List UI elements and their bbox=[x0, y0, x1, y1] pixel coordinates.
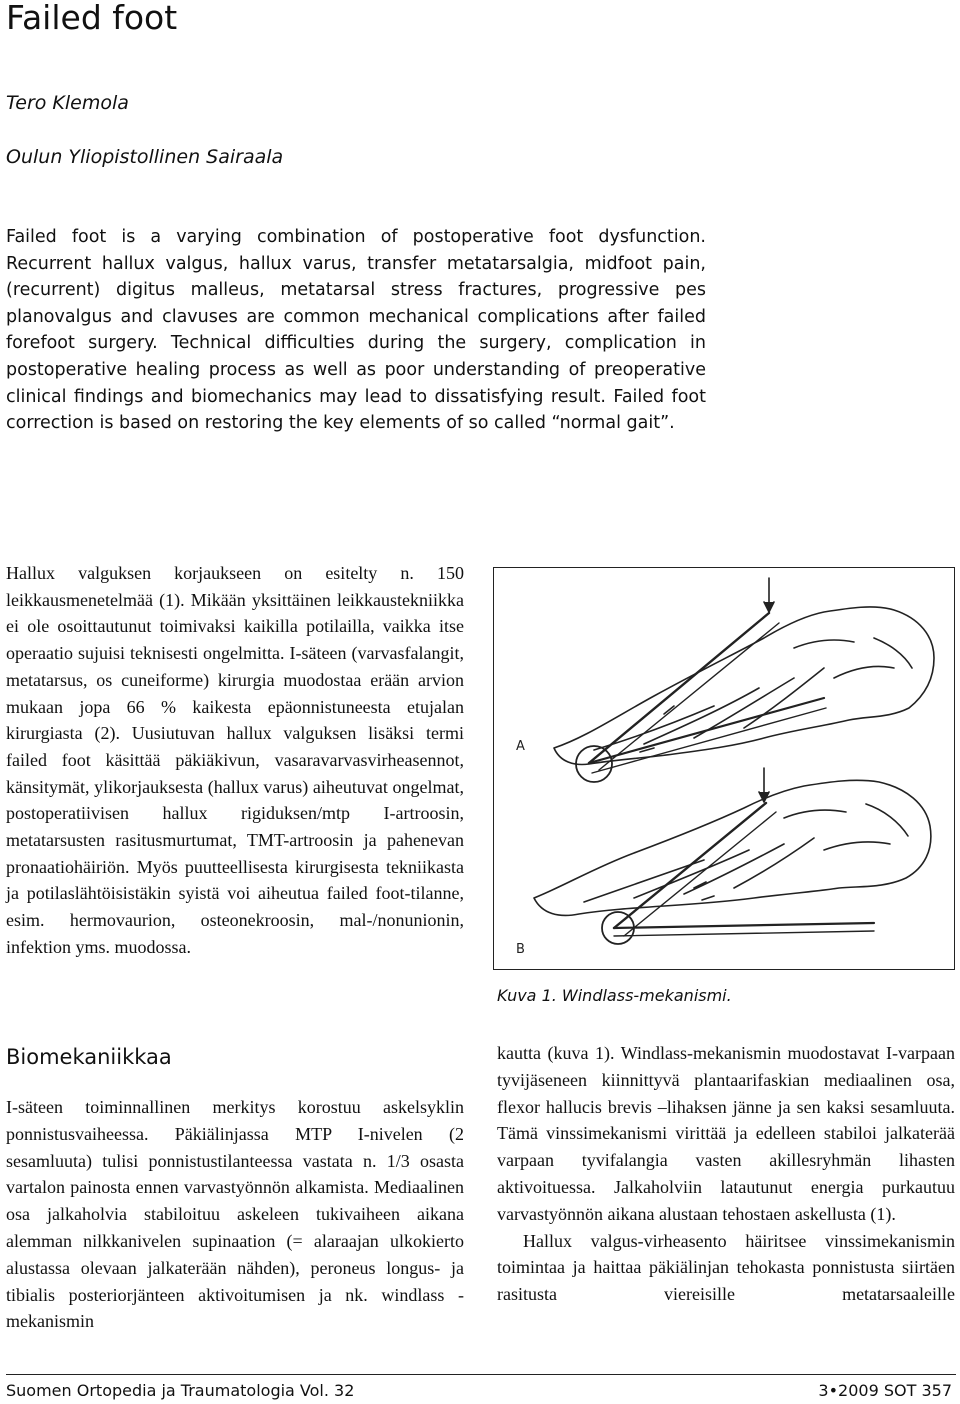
section-paragraph: I-säteen toiminnallinen merkitys korostuu askelsyklin ponnistusvaiheessa. Päkiälinjassa MTP I-nivelen (2 sesamluuta) tulisi ponnistustilanteessa vastata n. 1/3 osasta vartalon painosta ennen varvastyönnön alkamista. Mediaalinen osa jalkaholvia stabiloituu askeleen tukivaiheen aikana alemman nilkkanivelen supinaation (= alaraajan ulkokierto alustassa olevaan jalkaterään nähden), peroneus longus- ja tibialis posteriorjänteen aktivoitumisen ja nk. windlass -mekanismin bbox=[6, 1097, 464, 1332]
left-column bbox=[6, 560, 464, 961]
figure-windlass bbox=[493, 567, 955, 970]
plantar-fascia-b bbox=[614, 923, 874, 928]
right-column bbox=[497, 1040, 955, 1308]
figure-label-a: A bbox=[516, 739, 525, 754]
plantar-fascia-a bbox=[589, 698, 824, 763]
figure-label-b: B bbox=[516, 942, 525, 957]
article-title: Failed foot bbox=[6, 0, 178, 37]
author-name: Tero Klemola bbox=[6, 92, 129, 114]
windlass-illustration bbox=[494, 568, 954, 969]
abstract bbox=[6, 224, 706, 437]
foot-outline-a bbox=[554, 607, 934, 765]
tension-line-a bbox=[589, 613, 769, 763]
footer-journal: Suomen Ortopedia ja Traumatologia Vol. 32 bbox=[6, 1381, 355, 1400]
figure-caption: Kuva 1. Windlass-mekanismi. bbox=[497, 986, 732, 1005]
abstract-text: Failed foot is a varying combination of postoperative foot dysfunction. Recurrent hallux valgus, hallux varus, transfer metatarsalgia, midfoot pain, (recurrent) digitus malleus, metatarsal stress fractures, progressive pes planovalgus and clavuses are common mechanical complications after failed forefoot surgery. Technical difficulties during the surgery, complication in postoperative healing process as well as poor understanding of preoperative clinical findings and biomechanics may lead to dissatisfying result. Failed foot correction is based on restoring the key elements of so called “normal gait”. bbox=[6, 227, 706, 434]
footer-issue-page: 3•2009 SOT 357 bbox=[818, 1381, 952, 1400]
section-body bbox=[6, 1094, 464, 1335]
author-affiliation: Oulun Yliopistollinen Sairaala bbox=[6, 146, 284, 168]
right-column-paragraph-1: kautta (kuva 1). Windlass-mekanismin muodostavat I-varpaan tyvijäseneen kiinnittyvä plantaarifaskian mediaalinen osa, flexor hallucis brevis –lihaksen jänne ja sen kaksi sesamluuta. Tämä vinssimekanismi virittää ja edelleen stabiloi jalkaterää varpaan tyvifalangia vasten akillesryhmän lihasten aktivoituessa. Jalkaholviin latautunut energia purkautuu varvastyönnön aikana alustaan tehostaen askellusta (1). bbox=[497, 1043, 955, 1224]
footer-divider bbox=[6, 1374, 956, 1375]
left-column-paragraph: Hallux valguksen korjaukseen on esitelty n. 150 leikkausmenetelmää (1). Mikään yksittäinen leikkaustekniikka ei ole osoittautunut toimivaksi kaikilla potilailla, vaikka itse operaatio sujuisi teknisesti ongelmitta. I-säteen (varvasfalangit, metatarsus, os cuneiforme) kirurgia muodostaa erään arvion mukaan jopa 66 % kaikesta epäonnistuneesta etujalan kirurgiasta (2). Uusiutuvan hallux valguksen lisäksi termi failed foot käsittää päkiäkivun, vasaravarvasvirheasennot, känsitymät, ylikorjauksesta (hallux varus) aiheutuvat ongelmat, postoperatiivisen hallux rigiduksen/mtp I-artroosin, metatarsusten rasitusmurtumat, TMT-artroosin ja pahenevan pronaatiohäiriön. Myös puutteellisesta kirurgisesta tekniikasta ja potilaslähtöisistäkin syistä voi aiheutua failed foot-tilanne, esim. hermovaurion, osteonekroosin, mal-/nonunionin, infektion yms. muodossa. bbox=[6, 563, 464, 957]
right-column-paragraph-2: Hallux valgus-virheasento häiritsee vinssimekanismin toimintaa ja haittaa päkiälinjan tehokasta ponnistusta siirtäen rasitusta viereisille metatarsaaleille bbox=[497, 1230, 955, 1305]
section-heading: Biomekaniikkaa bbox=[6, 1045, 172, 1069]
